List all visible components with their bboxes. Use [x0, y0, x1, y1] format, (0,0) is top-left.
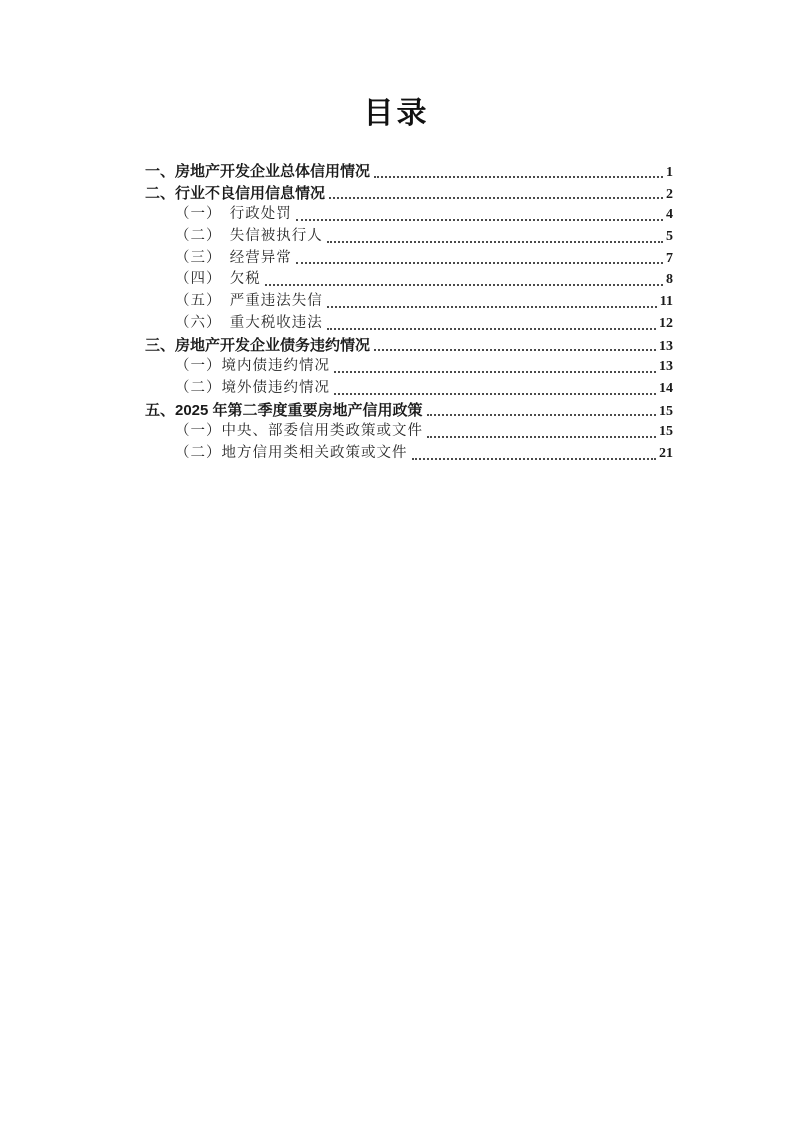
toc-entry[interactable] — [145, 226, 673, 248]
dot-leader — [334, 393, 656, 395]
dot-leader — [329, 197, 663, 199]
toc-entry-page-number: 12 — [659, 315, 673, 331]
dot-leader — [374, 176, 663, 178]
dot-leader — [327, 241, 663, 243]
dot-leader — [427, 436, 656, 438]
toc-entry-page-number: 7 — [666, 250, 673, 266]
toc-entry-page-number: 13 — [659, 359, 673, 375]
toc-entry-label: （一）中央、部委信用类政策或文件 — [175, 423, 423, 440]
toc-entry-page-number: 14 — [659, 380, 673, 396]
toc-entry[interactable] — [145, 443, 673, 465]
dot-leader — [296, 219, 663, 221]
toc-entry[interactable] — [145, 161, 673, 183]
toc-entry[interactable] — [145, 335, 673, 357]
dot-leader — [334, 371, 656, 373]
toc-entry[interactable] — [145, 183, 673, 205]
toc-entry-label: （三） 经营异常 — [175, 249, 292, 266]
toc-entry-page-number: 11 — [659, 294, 673, 310]
toc-entry[interactable] — [145, 204, 673, 226]
dot-leader — [374, 349, 656, 351]
dot-leader — [327, 306, 657, 308]
toc-entry-page-number: 1 — [666, 165, 673, 180]
toc-entry-label: 二、行业不良信用信息情况 — [145, 184, 326, 202]
toc-entry-label: （四） 欠税 — [175, 271, 261, 288]
toc-entry-label: （一） 行政处罚 — [175, 206, 292, 223]
toc-entry-label: 一、房地产开发企业总体信用情况 — [145, 163, 371, 180]
page-title: 目录 — [363, 97, 430, 130]
toc-entry[interactable] — [145, 421, 673, 443]
toc-entry-label: （一）境内债违约情况 — [175, 358, 330, 375]
toc-entry-page-number: 5 — [666, 229, 673, 245]
toc-entry[interactable] — [145, 291, 673, 313]
toc-entry-label: 五、2025 年第二季度重要房地产信用政策 — [145, 401, 423, 419]
dot-leader — [265, 284, 663, 286]
toc-entry-page-number: 15 — [659, 424, 673, 440]
dot-leader — [412, 458, 657, 460]
toc-entry[interactable] — [145, 269, 673, 291]
toc-entry-label: （二） 失信被执行人 — [175, 228, 323, 245]
toc-entry-label: （二）境外债违约情况 — [175, 379, 330, 396]
table-of-contents — [145, 161, 673, 465]
dot-leader — [296, 262, 663, 264]
dot-leader — [327, 328, 656, 330]
toc-entry-label: （六） 重大税收违法 — [175, 314, 323, 331]
toc-entry-page-number: 15 — [659, 403, 673, 419]
toc-entry-page-number: 13 — [659, 338, 673, 354]
toc-entry[interactable] — [145, 378, 673, 400]
toc-entry-page-number: 2 — [666, 186, 673, 202]
toc-entry[interactable] — [145, 400, 673, 422]
toc-entry-label: （二）地方信用类相关政策或文件 — [175, 444, 408, 461]
toc-entry[interactable] — [145, 248, 673, 270]
toc-entry[interactable] — [145, 356, 673, 378]
toc-entry-page-number: 4 — [666, 207, 673, 223]
toc-entry[interactable] — [145, 313, 673, 335]
toc-entry-page-number: 8 — [666, 272, 673, 288]
dot-leader — [427, 414, 656, 416]
toc-entry-label: （五） 严重违法失信 — [175, 293, 323, 310]
toc-entry-label: 三、房地产开发企业债务违约情况 — [145, 336, 371, 354]
toc-entry-page-number: 21 — [659, 445, 673, 461]
